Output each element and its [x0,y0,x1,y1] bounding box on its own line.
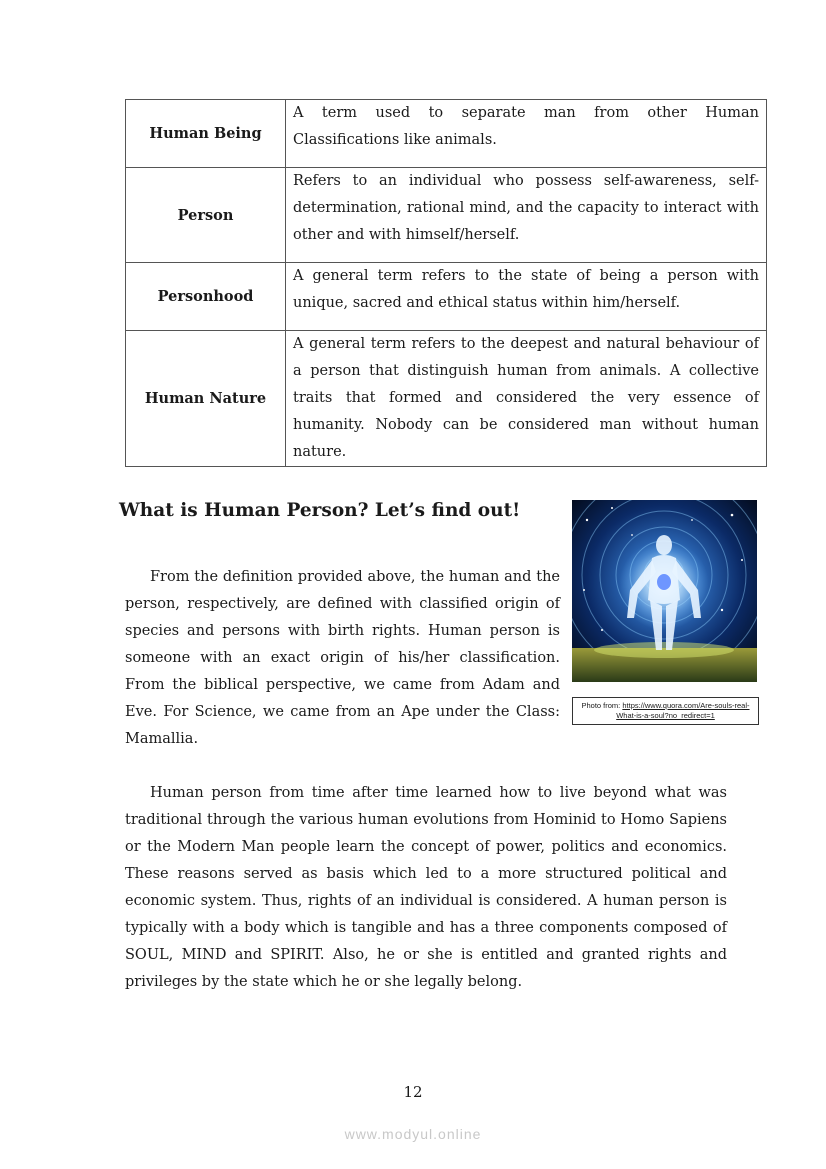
definition-row [126,168,767,263]
definition-term: Person [126,168,286,263]
definition-term: Human Being [126,100,286,168]
caption-link[interactable]: https://www.quora.com/Are-souls-real-What-is-a-soul?no_redirect=1 [616,701,750,720]
definition-text: A general term refers to the state of being a person with unique, sacred and ethical status within him/herself. [286,263,767,331]
definition-row [126,263,767,331]
definition-text: A term used to separate man from other Human Classifications like animals. [286,100,767,168]
definition-row [126,331,767,467]
page-number: 12 [403,1083,423,1101]
definition-text: Refers to an individual who possess self-awareness, self-determination, rational mind, and the capacity to interact with other and with himself/herself. [286,168,767,263]
definition-text: A general term refers to the deepest and natural behaviour of a person that distinguish human from animals. A collective traits that formed and considered the very essence of humanity. Nobody can be considered man without human nature. [286,331,767,467]
definition-row [126,100,767,168]
definitions-table [125,99,767,467]
intro-paragraph: From the definition provided above, the human and the person, respectively, are defined with classified origin of species and persons with birth rights. Human person is someone with an exact origin of his/her classification. From the biblical perspective, we came from Adam and Eve. For Science, we came from an Ape under the Class: Mamallia. [125,569,560,747]
watermark: www.modyul.online [344,1126,482,1142]
definition-term: Human Nature [126,331,286,467]
human-soul-photo [572,500,757,682]
photo-caption [572,697,759,725]
section-title: What is Human Person? Let’s find out! [119,500,521,521]
body-paragraph: Human person from time after time learned how to live beyond what was traditional through the various human evolutions from Hominid to Homo Sapiens or the Modern Man people learn the concept of power, politics and economics. These reasons served as basis which led to a more structured political and economic system. Thus, rights of an individual is considered. A human person is typically with a body which is tangible and has a three components composed of SOUL, MIND and SPIRIT. Also, he or she is entitled and granted rights and privileges by the state which he or she legally belong. [125,785,727,990]
definition-term: Personhood [126,263,286,331]
caption-prefix: Photo from: [581,701,623,710]
